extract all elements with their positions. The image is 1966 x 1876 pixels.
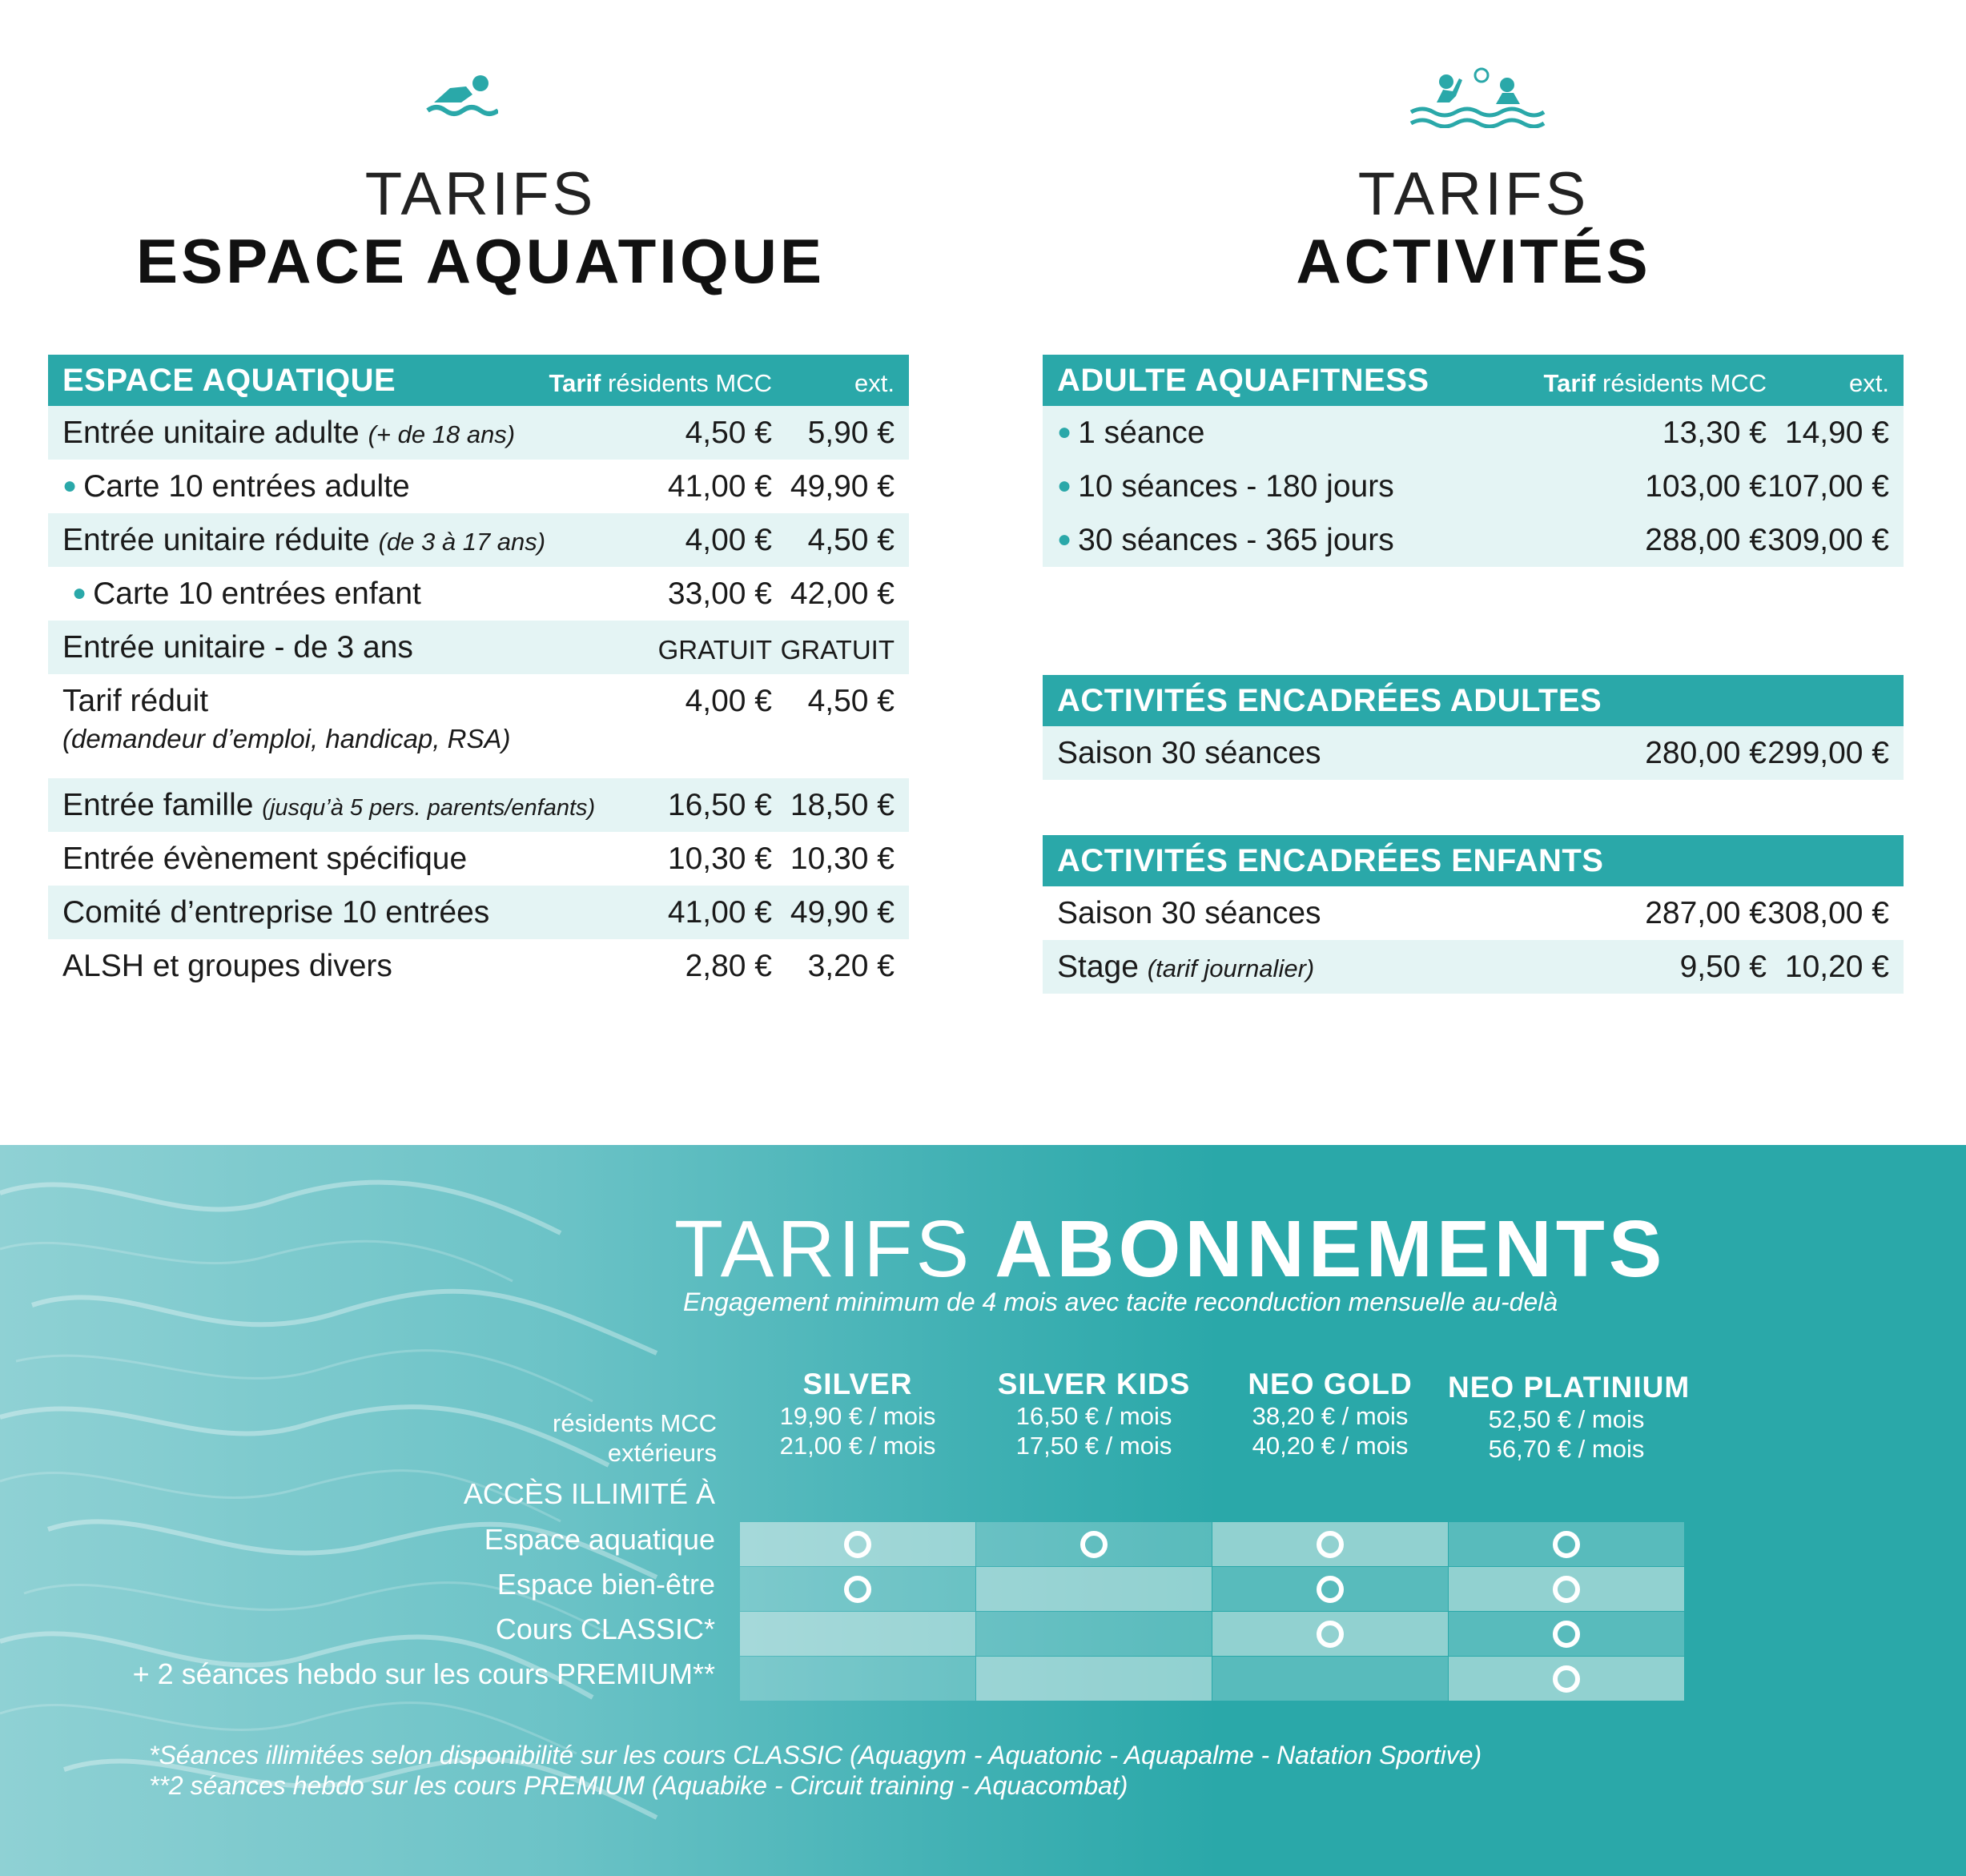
table-row: ALSH et groupes divers 2,80 € 3,20 € [62, 949, 895, 983]
included-circle-icon [1553, 1621, 1580, 1648]
included-circle-icon [1553, 1531, 1580, 1558]
feature-cell [1212, 1522, 1448, 1566]
right-heading-line2: ACTIVITÉS [1296, 226, 1651, 296]
feature-label: Espace aquatique [484, 1523, 715, 1556]
external-column-header: ext. [854, 369, 895, 397]
adult-activities-title: ACTIVITÉS ENCADRÉES ADULTES [1057, 683, 1602, 718]
resident-column-header: Tarif résidents MCC [549, 369, 772, 397]
subscriptions-title [674, 1204, 1666, 1294]
feature-cell [1449, 1657, 1684, 1701]
aquafitness-table-title: ADULTE AQUAFITNESS [1057, 363, 1429, 398]
bullet-icon: ● [62, 472, 78, 499]
price-label-residents: résidents MCC [553, 1409, 717, 1437]
aquatic-price-table [48, 355, 909, 993]
feature-cell [1212, 1612, 1448, 1656]
aquatic-table-title: ESPACE AQUATIQUE [62, 363, 396, 398]
feature-cell [740, 1522, 975, 1566]
plan-neo-gold: NEO GOLD 38,20 € / mois 40,20 € / mois [1248, 1368, 1413, 1460]
feature-label: + 2 séances hebdo sur les cours PREMIUM** [132, 1657, 715, 1690]
water-play-icon [1409, 67, 1546, 128]
subscriptions-title-bold: ABONNEMENTS [995, 1204, 1666, 1294]
left-heading-line2: ESPACE AQUATIQUE [136, 226, 825, 296]
table-row: ● 10 séances - 180 jours 103,00 € 107,00 € [1043, 460, 1904, 513]
table-row: ● 1 séance 13,30 € 14,90 € [1043, 406, 1904, 460]
price-label-external: extérieurs [607, 1439, 717, 1467]
aquatic-table-header [48, 355, 909, 406]
aquafitness-table-header [1043, 355, 1904, 406]
left-heading-line1: TARIFS [364, 160, 597, 228]
aquafitness-price-table [1043, 355, 1904, 567]
table-row: Entrée unitaire - de 3 ans GRATUIT GRATUIT [48, 621, 909, 674]
included-circle-icon [1080, 1531, 1108, 1558]
table-row: ● Carte 10 entrées enfant 33,00 € 42,00 € [72, 576, 895, 611]
table-row: Entrée unitaire réduite (de 3 à 17 ans) 4,00 € 4,50 € [48, 513, 909, 567]
feature-cell [976, 1657, 1212, 1701]
footnote: *Séances illimitées selon disponibilité sur les cours CLASSIC (Aquagym - Aquatonic - Aquapalme - Natation Sportive) [149, 1741, 1482, 1770]
bullet-icon: ● [1057, 472, 1072, 499]
left-heading [48, 160, 913, 296]
swimmer-icon [426, 70, 498, 123]
resident-column-header: Tarif résidents MCC [1543, 369, 1767, 397]
table-row: Comité d’entreprise 10 entrées 41,00 € 49,90 € [48, 886, 909, 939]
table-row: Entrée unitaire adulte (+ de 18 ans) 4,50 € 5,90 € [48, 406, 909, 460]
table-row: Entrée famille (jusqu’à 5 pers. parents/enfants) 16,50 € 18,50 € [48, 778, 909, 832]
subscriptions-title-light: TARIFS [674, 1204, 973, 1294]
table-row: Saison 30 séances 280,00 € 299,00 € [1043, 726, 1904, 780]
table-row: Entrée évènement spécifique 10,30 € 10,30 € [62, 842, 895, 876]
included-circle-icon [1317, 1621, 1344, 1648]
kids-activities-title: ACTIVITÉS ENCADRÉES ENFANTS [1057, 843, 1604, 878]
table-row: Saison 30 séances 287,00 € 308,00 € [1057, 896, 1889, 930]
plan-silver-kids: SILVER KIDS 16,50 € / mois 17,50 € / mois [997, 1368, 1191, 1460]
table-row: Stage (tarif journalier) 9,50 € 10,20 € [1043, 940, 1904, 994]
feature-cell [1449, 1612, 1684, 1656]
adult-activities-table [1043, 675, 1904, 780]
feature-cell [1212, 1567, 1448, 1611]
external-column-header: ext. [1849, 369, 1889, 397]
feature-label: Espace bien-être [497, 1568, 715, 1601]
kids-activities-table [1043, 835, 1904, 994]
adult-activities-header [1043, 675, 1904, 726]
feature-cell [1449, 1522, 1684, 1566]
feature-cell [976, 1522, 1212, 1566]
included-circle-icon [844, 1531, 871, 1558]
feature-cell [740, 1657, 975, 1701]
right-heading [1041, 160, 1906, 296]
included-circle-icon [844, 1576, 871, 1603]
feature-cell [740, 1567, 975, 1611]
plan-neo-platinium: NEO PLATINIUM 52,50 € / mois 56,70 € / mois [1448, 1371, 1691, 1463]
feature-label: Cours CLASSIC* [495, 1613, 715, 1645]
table-row: ● 30 séances - 365 jours 288,00 € 309,00 € [1043, 513, 1904, 567]
bullet-icon: ● [72, 580, 87, 606]
feature-cell [740, 1612, 975, 1656]
included-circle-icon [1317, 1576, 1344, 1603]
footnote: **2 séances hebdo sur les cours PREMIUM (Aquabike - Circuit training - Aquacombat) [149, 1771, 1128, 1800]
right-heading-line1: TARIFS [1357, 160, 1590, 228]
feature-cell [1449, 1567, 1684, 1611]
table-row: ● Carte 10 entrées adulte 41,00 € 49,90 € [62, 469, 895, 504]
included-circle-icon [1317, 1531, 1344, 1558]
feature-cell [976, 1567, 1212, 1611]
table-row: Tarif réduit (demandeur d’emploi, handicap, RSA) 4,00 € 4,50 € [62, 684, 895, 753]
access-label: ACCÈS ILLIMITÉ À [463, 1477, 715, 1510]
feature-cell [1212, 1657, 1448, 1701]
plan-silver: SILVER 19,90 € / mois 21,00 € / mois [779, 1368, 936, 1460]
kids-activities-header [1043, 835, 1904, 886]
bullet-icon: ● [1057, 526, 1072, 552]
bullet-icon: ● [1057, 419, 1072, 445]
included-circle-icon [1553, 1665, 1580, 1693]
included-circle-icon [1553, 1576, 1580, 1603]
subscriptions-note: Engagement minimum de 4 mois avec tacite reconduction mensuelle au-delà [683, 1287, 1558, 1316]
feature-cell [976, 1612, 1212, 1656]
